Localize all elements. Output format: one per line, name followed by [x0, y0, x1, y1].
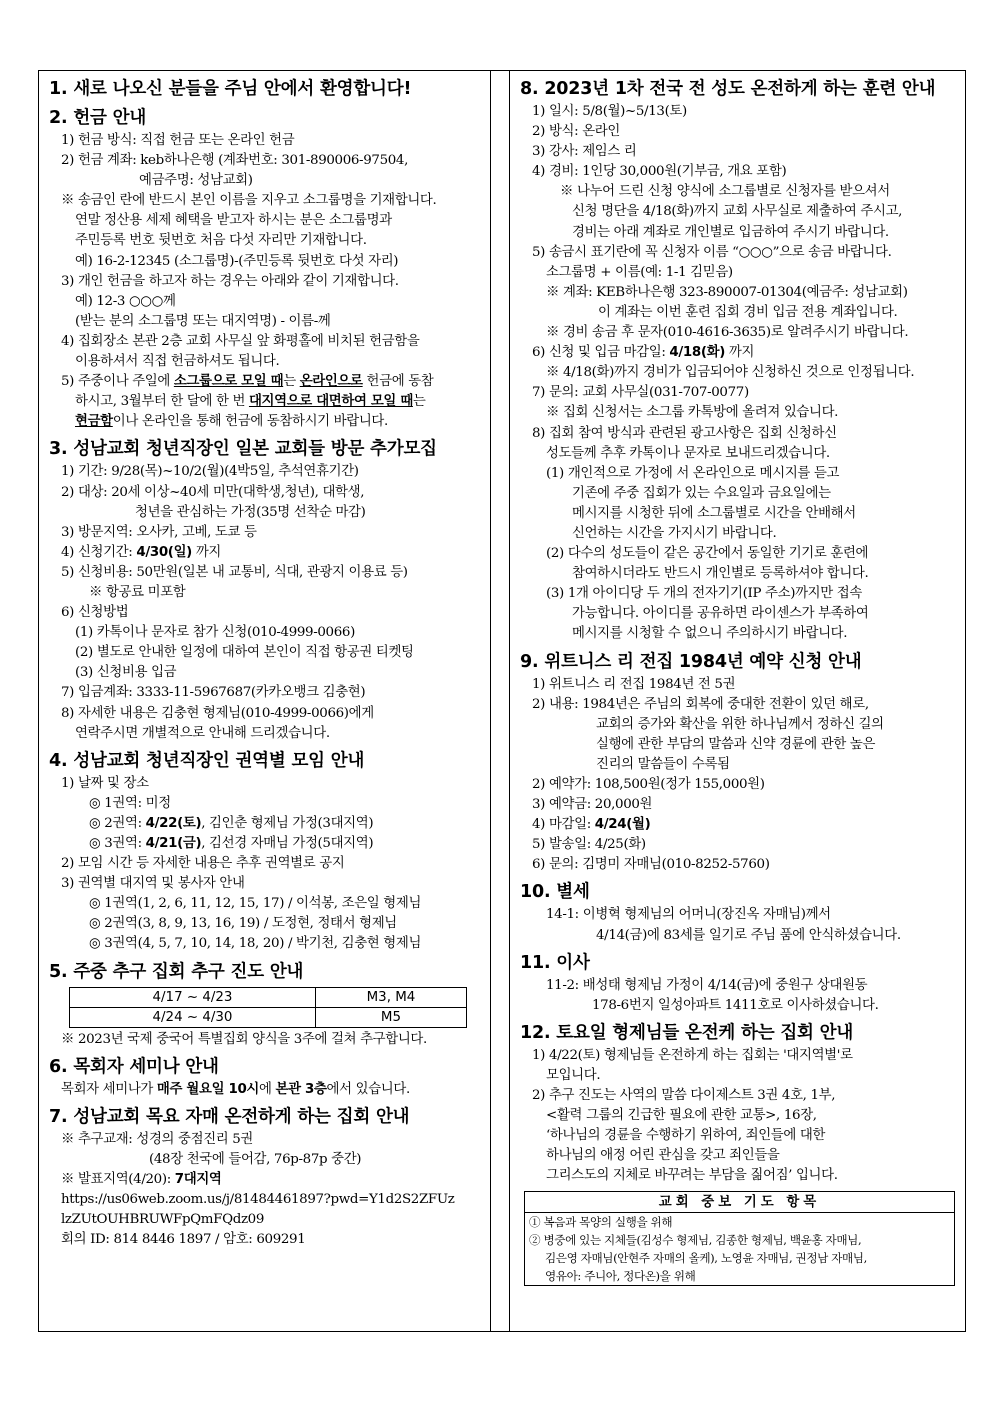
right-column	[509, 71, 965, 1331]
offering-note-2: 연말 정산용 세제 혜택을 받고자 하시는 분은 소그룹명과	[75, 213, 392, 229]
emphasis: 4/30(일)	[136, 544, 192, 560]
moving-1: 11-2: 배성태 형제님 가정이 4/14(금)에 중원구 상대원동	[546, 977, 868, 993]
zoom-meeting-id: 회의 ID: 814 8446 1897 / 암호: 609291	[61, 1232, 306, 1248]
japan-target: 2) 대상: 20세 이상~40세 미만(대학생,청년), 대학생,	[61, 484, 365, 500]
japan-target-cont: 청년을 관심하는 가정(35명 선착순 마감)	[135, 504, 366, 520]
prayer-title: 교회 중보 기도 항목	[525, 1192, 954, 1213]
offering-note-3: 주민등록 번호 뒷번호 처음 다섯 자리만 기재합니다.	[75, 233, 367, 249]
offering-item-5	[49, 372, 484, 392]
region-1: ◎ 1권역: 미정	[89, 795, 171, 811]
schedule-content: M5	[315, 1007, 466, 1027]
table-row	[70, 987, 467, 1007]
japan-cost: 5) 신청비용: 50만원(일본 내 교통비, 식대, 관광지 이용료 등)	[61, 564, 408, 580]
section-10-title: 10. 별세	[520, 882, 590, 903]
emphasis: 온라인으로	[299, 374, 363, 390]
training-form-note: ※ 집회 신청서는 소그룹 카톡방에 올려져 있습니다.	[546, 405, 839, 421]
emphasis: 4/21(금)	[145, 836, 202, 851]
training-ad-3: (1) 개인적으로 가정에 서 온라인으로 메시지를 듣고	[546, 465, 840, 481]
offering-method: 1) 헌금 방식: 직접 헌금 또는 온라인 헌금	[61, 133, 295, 148]
left-column	[39, 71, 491, 1331]
training-note-2: 신청 명단을 4/18(화)까지 교회 사무실로 제출하여 주시고,	[572, 204, 903, 220]
training-deadline	[520, 343, 959, 363]
emphasis: 7대지역	[174, 1171, 222, 1187]
text: , 김선경 자매님 가정(5대지역)	[201, 836, 374, 851]
books-contact: 6) 문의: 김명미 자매님(010-8252-5760)	[532, 857, 770, 873]
section-11-title: 11. 이사	[520, 952, 590, 973]
text: 에서 있습니다.	[326, 1081, 410, 1097]
offering-example-format: (받는 분의 소그룹명 또는 대지역명) - 이름-께	[75, 313, 331, 329]
training-note-1: ※ 나누어 드린 신청 양식에 소그룹별로 신청자를 받으셔서	[560, 184, 890, 200]
section-2-title: 2. 헌금 안내	[49, 108, 147, 128]
prayer-box	[524, 1191, 955, 1286]
training-date: 1) 일시: 5/8(월)~5/13(토)	[532, 104, 687, 119]
schedule-period: 4/24 ~ 4/30	[70, 1007, 316, 1027]
region-3	[49, 834, 484, 854]
japan-period: 1) 기간: 9/28(목)~10/2(월)(4박5일, 추석연휴기간)	[61, 464, 359, 480]
section-5-title: 5. 주중 추구 집회 추구 진도 안내	[49, 961, 304, 982]
brothers-1: 1) 4/22(토) 형제님들 온전하게 하는 집회는 '대지역별'로	[532, 1047, 853, 1063]
books-content-4: 진리의 말씀들이 수록됨	[596, 756, 730, 772]
text: 는	[412, 394, 426, 410]
japan-apply-period	[49, 543, 484, 563]
section-3-title: 3. 성남교회 청년직장인 일본 교회들 방문 추가모집	[49, 439, 437, 460]
region-servers-3: ◎ 3권역(4, 5, 7, 10, 14, 18, 20) / 박기천, 김충현 형제님	[89, 936, 422, 952]
training-ad-7: (2) 다수의 성도들이 같은 공간에서 동일한 기기로 훈련에	[546, 546, 869, 562]
offering-note-4: 예) 16-2-12345 (소그룹명)-(주민등록 뒷번호 다섯 자리)	[75, 253, 399, 269]
table-row	[70, 1007, 467, 1027]
brothers-3: 2) 추구 진도는 사역의 말씀 다이제스트 3권 4호, 1부,	[532, 1088, 836, 1104]
text: 는	[283, 374, 300, 390]
japan-contact: 8) 자세한 내용은 김충현 형제님(010-4999-0066)에게	[61, 705, 374, 721]
text: 까지	[191, 544, 222, 560]
books-price: 2) 예약가: 108,500원(정가 155,000원)	[532, 777, 765, 792]
japan-contact-cont: 연락주시면 개별적으로 안내해 드리겠습니다.	[75, 725, 330, 741]
schedule-note: ※ 2023년 국제 중국어 특별집회 양식을 3주에 걸쳐 추구합니다.	[61, 1031, 427, 1047]
brothers-4: <활력 그룹의 긴급한 필요에 관한 교통>, 16장,	[546, 1108, 817, 1124]
region-servers: 3) 권역별 대지역 및 봉사자 안내	[61, 876, 245, 892]
schedule-table	[69, 987, 467, 1028]
training-cost: 4) 경비: 1인당 30,000원(기부금, 개요 포함)	[532, 164, 787, 180]
region-servers-2: ◎ 2권역(3, 8, 9, 13, 16, 19) / 도정현, 정태서 형제님	[89, 916, 397, 932]
emphasis: 대지역으로 대면하여 모일 때	[248, 394, 413, 410]
training-account-note: 이 계좌는 이번 훈련 집회 경비 입금 전용 계좌입니다.	[598, 304, 898, 320]
japan-apply-method: 6) 신청방법	[61, 605, 129, 621]
section-8-title: 8. 2023년 1차 전국 전 성도 온전하게 하는 훈련 안내	[520, 79, 936, 99]
offering-item-4: 4) 집회장소 본관 2층 교회 사무실 앞 화평홀에 비치된 헌금함을	[61, 333, 420, 349]
emphasis: 4/18(화)	[669, 345, 725, 361]
offering-item-5-cont	[49, 392, 484, 412]
training-ad-4: 기존에 주중 집회가 있는 수요일과 금요일에는	[572, 485, 831, 501]
section-4-title: 4. 성남교회 청년직장인 권역별 모임 안내	[49, 750, 365, 771]
japan-method-3: (3) 신청비용 입금	[75, 665, 177, 681]
region-date-place: 1) 날짜 및 장소	[61, 775, 149, 791]
seminar-text	[49, 1080, 484, 1100]
offering-item-3: 3) 개인 헌금을 하고자 하는 경우는 아래와 같이 기재합니다.	[61, 273, 399, 289]
training-ad-6: 신언하는 시간을 가지시기 바랍니다.	[572, 525, 777, 541]
obituary-2: 4/14(금)에 83세를 일기로 주님 품에 안식하셨습니다.	[596, 927, 901, 943]
zoom-link[interactable]: https://us06web.zoom.us/j/81484461897?pwd=Y1d2S2ZFUz	[61, 1192, 455, 1208]
japan-method-1: (1) 카톡이나 문자로 참가 신청(010-4999-0066)	[75, 625, 355, 641]
text: , 김인춘 형제님 가정(3대지역)	[201, 815, 374, 831]
offering-note-1: ※ 송금인 란에 반드시 본인 이름을 지우고 소그룹명을 기재합니다.	[61, 193, 437, 209]
japan-account: 7) 입금계좌: 3333-11-5967687(카카오뱅크 김충현)	[61, 685, 366, 701]
books-deadline	[520, 815, 959, 835]
section-6-title: 6. 목회자 세미나 안내	[49, 1056, 219, 1077]
text: 헌금에 동참	[362, 374, 434, 390]
text: 6) 신청 및 입금 마감일:	[532, 345, 670, 361]
text: 에	[259, 1081, 276, 1097]
region-time: 2) 모임 시간 등 자세한 내용은 추후 권역별로 공지	[61, 856, 345, 872]
brothers-2: 모입니다.	[546, 1067, 601, 1083]
training-ad-10: 가능합니다. 아이디를 공유하면 라이센스가 부족하여	[572, 606, 869, 622]
emphasis: 소그룹으로 모일 때	[173, 374, 284, 390]
training-deadline-note: ※ 4/18(화)까지 경비가 입금되어야 신청하신 것으로 인정됩니다.	[546, 365, 915, 381]
books-content-2: 교회의 증가와 확산을 위한 하나님께서 정하신 길의	[596, 716, 884, 732]
sisters-region	[49, 1170, 484, 1190]
training-remit: 5) 송금시 표기란에 꼭 신청자 이름 “○○○”으로 송금 바랍니다.	[532, 244, 892, 260]
emphasis: 4/24(월)	[594, 817, 651, 833]
offering-account-holder: 예금주명: 성남교회)	[139, 173, 253, 189]
schedule-content: M3, M4	[315, 987, 466, 1007]
sisters-chapter: (48장 천국에 들어감, 76p-87p 중간)	[149, 1151, 362, 1167]
training-remit-format: 소그룹명 + 이름(예: 1-1 김믿음)	[546, 264, 733, 280]
japan-method-2: (2) 별도로 안내한 일정에 대하여 본인이 직접 항공권 티켓팅	[75, 645, 414, 661]
training-ad-2: 성도들께 추후 카톡이나 문자로 보내드리겠습니다.	[546, 445, 830, 461]
training-sms: ※ 경비 송금 후 문자(010-4616-3635)로 알려주시기 바랍니다.	[546, 325, 909, 341]
training-method: 2) 방식: 온라인	[532, 124, 620, 140]
emphasis: 현금함	[75, 414, 113, 430]
training-ad-8: 참여하시더라도 반드시 개인별로 등록하셔야 합니다.	[572, 566, 869, 582]
section-9-title: 9. 위트니스 리 전집 1984년 예약 신청 안내	[520, 651, 862, 672]
moving-2: 178-6번지 일성아파트 1411호로 이사하셨습니다.	[592, 997, 879, 1013]
offering-item-4-cont: 이용하셔서 직접 헌금하셔도 됩니다.	[75, 354, 280, 370]
brothers-7: 그리스도의 지체로 바꾸려는 부담을 짊어짐’ 입니다.	[546, 1168, 838, 1184]
japan-places: 3) 방문지역: 오사카, 고베, 도쿄 등	[61, 524, 257, 540]
offering-item-5-cont2	[49, 412, 484, 432]
text: ◎ 3권역:	[89, 836, 146, 851]
training-ad-11: 메시지를 시청할 수 없으니 주의하시기 바랍니다.	[572, 626, 848, 642]
training-account: ※ 계좌: KEB하나은행 323-890007-01304(예금주: 성남교회)	[546, 284, 908, 300]
offering-account: 2) 헌금 계좌: keb하나은행 (계좌번호: 301-890006-97504,	[61, 153, 408, 169]
text: 4) 마감일:	[532, 817, 595, 833]
section-7-title: 7. 성남교회 목요 자매 온전하게 하는 집회 안내	[49, 1106, 410, 1127]
emphasis: 본관 3층	[275, 1081, 327, 1097]
text: 5) 주중이나 주일에	[61, 374, 174, 390]
text: 하시고, 3월부터 한 달에 한 번	[75, 394, 249, 410]
training-speaker: 3) 강사: 제임스 리	[532, 144, 637, 160]
prayer-item-1: ① 복음과 목양의 실행을 위해	[529, 1214, 673, 1229]
books-ship-date: 5) 발송일: 4/25(화)	[532, 837, 646, 853]
books-deposit: 3) 예약금: 20,000원	[532, 797, 653, 813]
text: ◎ 2권역:	[89, 815, 146, 831]
zoom-link-cont[interactable]: lzZUtOUHBRUWFpQmFQdz09	[61, 1212, 264, 1228]
training-contact: 7) 문의: 교회 사무실(031-707-0077)	[532, 385, 749, 401]
section-12-title: 12. 토요일 형제님들 온전케 하는 집회 안내	[520, 1022, 854, 1043]
text: 까지	[725, 345, 755, 361]
training-ad-1: 8) 집회 참여 방식과 관련된 광고사항은 집회 신청하신	[532, 425, 837, 441]
region-servers-1: ◎ 1권역(1, 2, 6, 11, 12, 15, 17) / 이석봉, 조은일 형제님	[89, 896, 422, 912]
books-title: 1) 위트니스 리 전집 1984년 전 5권	[532, 676, 736, 692]
bulletin-sheet	[38, 70, 966, 1332]
obituary-1: 14-1: 이병혁 형제님의 어머니(장진옥 자매님)께서	[546, 907, 831, 923]
emphasis: 4/22(토)	[145, 815, 202, 831]
schedule-period: 4/17 ~ 4/23	[70, 987, 316, 1007]
emphasis: 매주 월요일 10시	[156, 1081, 259, 1097]
prayer-item-2-cont: 김은영 자매님(안현주 자매의 올케), 노영윤 자매님, 권정남 자매님,	[545, 1250, 867, 1265]
training-note-3: 경비는 아래 계좌로 개인별로 입금하여 주시기 바랍니다.	[572, 224, 889, 240]
text: 목회자 세미나가	[61, 1081, 157, 1097]
text: ※ 발표지역(4/20):	[61, 1171, 175, 1187]
training-ad-9: (3) 1개 아이디당 두 개의 전자기기(IP 주소)까지만 접속	[546, 586, 862, 602]
prayer-item-2: ② 병중에 있는 지체들(김성수 형제님, 김종한 형제님, 백윤홍 자매님,	[529, 1232, 862, 1247]
brothers-6: 하나님의 애정 어린 관심을 갖고 죄인들을	[546, 1148, 780, 1164]
prayer-item-2-cont2: 영유아: 주니아, 정다온)을 위해	[545, 1268, 696, 1283]
japan-cost-note: ※ 항공료 미포함	[89, 584, 186, 600]
section-1-title: 1. 새로 나오신 분들을 주님 안에서 환영합니다!	[49, 79, 412, 99]
books-content-1: 2) 내용: 1984년은 주님의 회복에 중대한 전환이 있던 해로,	[532, 696, 869, 712]
training-ad-5: 메시지를 시청한 뒤에 소그룹별로 시간을 안배해서	[572, 505, 856, 521]
text: 4) 신청기간:	[61, 544, 137, 560]
brothers-5: ‘하나님의 경륜을 수행하기 위하여, 죄인들에 대한	[546, 1128, 826, 1144]
sisters-text: ※ 추구교재: 성경의 중점진리 5권	[61, 1131, 254, 1147]
region-2	[49, 814, 484, 834]
text: 이나 온라인을 통해 헌금에 동참하시기 바랍니다.	[112, 414, 388, 430]
offering-example: 예) 12-3 ○○○께	[75, 293, 176, 309]
books-content-3: 실행에 관한 부담의 말씀과 신약 경륜에 관한 높은	[596, 736, 876, 752]
